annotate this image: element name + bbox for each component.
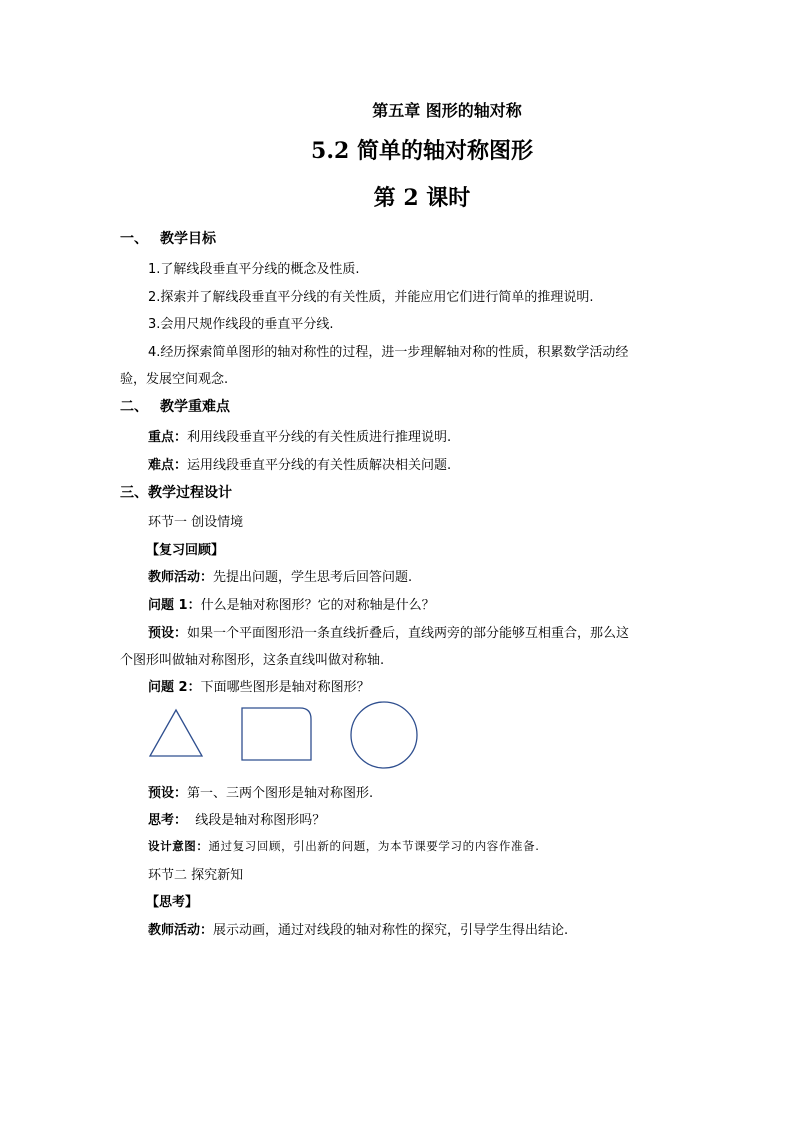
question-2-label: 问题 2： bbox=[148, 680, 201, 695]
lesson-title: 第 2 课时 bbox=[373, 185, 471, 211]
design-intent bbox=[148, 838, 539, 854]
think2-heading: 【思考】 bbox=[146, 895, 199, 910]
chapter-title: 第五章 图形的轴对称 bbox=[372, 101, 522, 120]
section1-heading: 教学目标 bbox=[160, 231, 216, 247]
section2-heading: 教学重难点 bbox=[160, 399, 230, 415]
question-1-text: 什么是轴对称图形？它的对称轴是什么？ bbox=[200, 598, 435, 613]
goal-item: 4.经历探索简单图形的轴对称性的过程，进一步理解轴对称的性质，积累数学活动经 bbox=[148, 345, 629, 360]
teacher-activity-text: 先提出问题，学生思考后回答问题. bbox=[213, 570, 413, 585]
question-1-label: 问题 1： bbox=[148, 598, 201, 613]
design-intent-text: 通过复习回顾，引出新的问题，为本节课要学习的内容作准备. bbox=[208, 839, 540, 853]
teacher-activity-2 bbox=[148, 919, 568, 938]
key-point-text: 利用线段垂直平分线的有关性质进行推理说明. bbox=[187, 430, 452, 445]
think-label: 思考： bbox=[148, 813, 188, 828]
triangle-shape bbox=[150, 710, 202, 756]
think-question bbox=[148, 809, 325, 828]
preset-1-continued: 个图形叫做轴对称图形，这条直线叫做对称轴. bbox=[120, 653, 385, 668]
section2-heading-num: 二、 bbox=[120, 399, 148, 415]
difficult-point-text: 运用线段垂直平分线的有关性质解决相关问题. bbox=[187, 458, 452, 473]
design-intent-label: 设计意图： bbox=[148, 839, 209, 853]
notched-rectangle-shape bbox=[242, 708, 311, 760]
difficult-point-label: 难点： bbox=[148, 458, 188, 473]
key-point bbox=[148, 426, 451, 445]
goal-item: 1.了解线段垂直平分线的概念及性质. bbox=[148, 262, 360, 277]
teacher-activity-label: 教师活动： bbox=[148, 570, 214, 585]
goal-item-continued: 验，发展空间观念. bbox=[120, 372, 229, 387]
section1-heading-num: 一、 bbox=[120, 231, 148, 247]
teacher-activity-2-text: 展示动画，通过对线段的轴对称性的探究，引导学生得出结论. bbox=[213, 923, 569, 938]
goal-item: 2.探索并了解线段垂直平分线的有关性质，并能应用它们进行简单的推理说明. bbox=[148, 290, 594, 305]
preset-1 bbox=[148, 622, 629, 641]
preset-1-label: 预设： bbox=[148, 626, 188, 641]
shapes-figure bbox=[140, 698, 430, 770]
review-heading: 【复习回顾】 bbox=[146, 543, 225, 558]
teacher-activity bbox=[148, 566, 412, 585]
section3-heading: 三、教学过程设计 bbox=[120, 485, 232, 501]
step2-heading: 环节二 探究新知 bbox=[148, 868, 244, 883]
preset-1-text: 如果一个平面图形沿一条直线折叠后，直线两旁的部分能够互相重合，那么这 bbox=[187, 626, 630, 641]
question-2-text: 下面哪些图形是轴对称图形？ bbox=[200, 680, 370, 695]
goal-item: 3.会用尺规作线段的垂直平分线. bbox=[148, 317, 334, 332]
teacher-activity-2-label: 教师活动： bbox=[148, 923, 214, 938]
section-title: 5.2 简单的轴对称图形 bbox=[311, 138, 533, 164]
difficult-point bbox=[148, 454, 451, 473]
think-text: 线段是轴对称图形吗？ bbox=[187, 813, 326, 828]
step1-heading: 环节一 创设情境 bbox=[148, 515, 244, 530]
preset-2-label: 预设： bbox=[148, 786, 188, 801]
key-point-label: 重点： bbox=[148, 430, 188, 445]
question-1 bbox=[148, 594, 435, 613]
preset-2-text: 第一、三两个图形是轴对称图形. bbox=[187, 786, 374, 801]
question-2 bbox=[148, 676, 370, 695]
preset-2 bbox=[148, 782, 373, 801]
circle-shape bbox=[351, 702, 417, 768]
